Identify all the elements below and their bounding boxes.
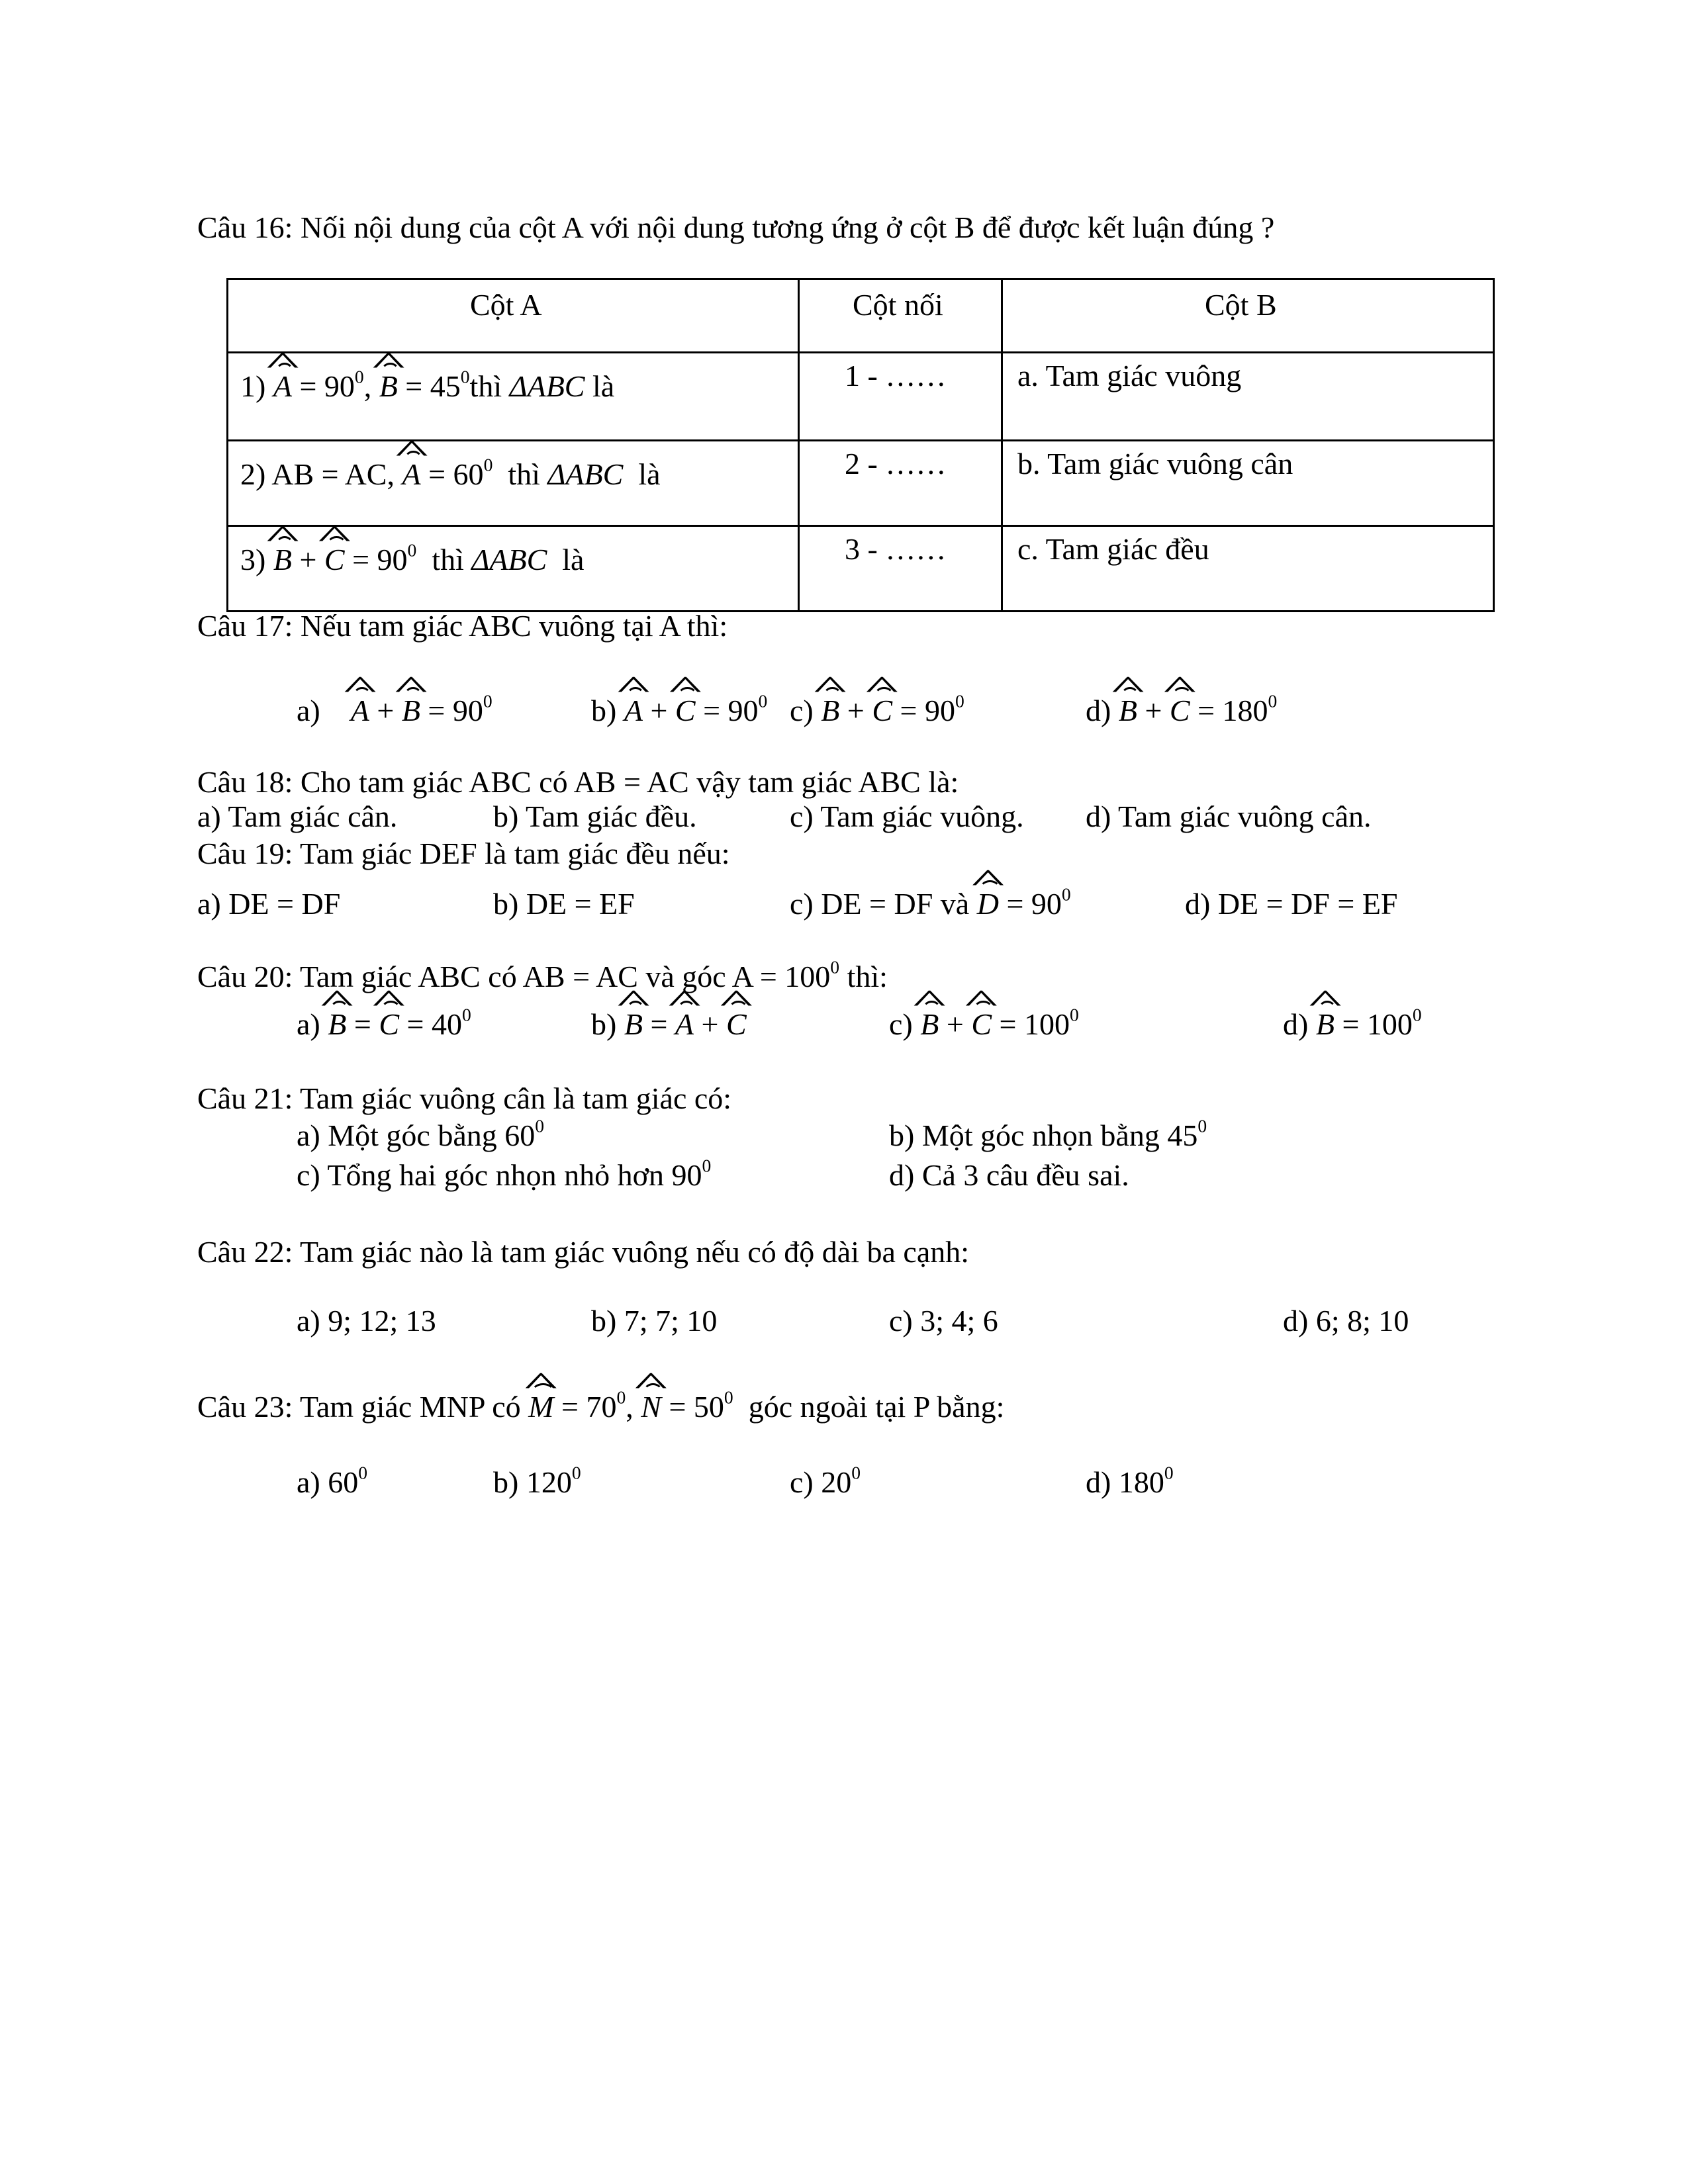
q19-option-c: c) DE = DF và D ^ = $90^0$ [790, 886, 1071, 922]
q20-option-a: a) B ^ = C ^ = $40^0$ [297, 1006, 471, 1042]
q22-title: Câu 22: Tam giác nào là tam giác vuông nếu có độ dài ba cạnh: [197, 1235, 970, 1269]
q17-option-b: b) A ^ + C ^ = $90^0$ [591, 692, 767, 729]
q19-title: Câu 19: Tam giác DEF là tam giác đều nếu: [197, 837, 730, 870]
q21-title: Câu 21: Tam giác vuông cân là tam giác có: [197, 1081, 732, 1115]
q19-option-a: a) DE = DF [197, 887, 341, 921]
matching-table [226, 278, 1495, 612]
q18-option-b: b) Tam giác đều. [493, 799, 697, 833]
row3-join: 3 - …… [845, 532, 947, 566]
q17-title: Câu 17: Nếu tam giác ABC vuông tại A thì: [197, 609, 728, 643]
q23-option-a: a) $60^0$ [297, 1462, 368, 1499]
header-col-a: Cột A [470, 288, 542, 322]
q22-option-a: a) 9; 12; 13 [297, 1304, 436, 1338]
q18-title: Câu 18: Cho tam giác ABC có AB = AC vậy tam giác ABC là: [197, 765, 959, 799]
q23-option-c: c) $20^0$ [790, 1462, 861, 1499]
q17-option-c: c) B ^ + C ^ = $90^0$ [790, 692, 964, 729]
table-row [228, 441, 1494, 526]
q19-option-d: d) DE = DF = EF [1185, 887, 1398, 921]
q21-option-d: d) Cả 3 câu đều sai. [889, 1158, 1129, 1192]
q20-option-d: d) B ^ = $100^0$ [1283, 1006, 1422, 1042]
q18-option-a: a) Tam giác cân. [197, 799, 398, 833]
q20-option-b: b) B ^ = A ^ + C ^ [591, 1006, 747, 1042]
q18-option-d: d) Tam giác vuông cân. [1086, 799, 1372, 833]
q18-option-c: c) Tam giác vuông. [790, 799, 1024, 833]
q20-option-c: c) B ^ + C ^ = $100^0$ [889, 1006, 1079, 1042]
row2-col-a: 2) AB = AC, A ^ = $60^0$ thì ΔABC là [240, 456, 661, 492]
q23-title: Câu 23: Tam giác MNP có M ^ = $70^0$, N ^ = $50^0$ góc ngoài tại P bằng: [197, 1388, 1004, 1425]
table-row [228, 526, 1494, 612]
header-col-join: Cột nối [853, 288, 943, 322]
header-col-b: Cột B [1205, 288, 1277, 322]
q17-option-a: a) A ^ + B ^ = $90^0$ [297, 692, 492, 729]
q20-title: Câu 20: Tam giác ABC có AB = AC và góc $A = 100^0$ thì: [197, 956, 888, 993]
row3-col-b: c. Tam giác đều [1017, 532, 1209, 566]
q16-title: Câu 16: Nối nội dung của cột A với nội dung tương ứng ở cột B để được kết luận đúng ? [197, 210, 1275, 244]
q17-option-d: d) B ^ + C ^ = $180^0$ [1086, 692, 1277, 729]
row3-col-a: 3) B ^ + C ^ = $90^0$ thì ΔABC là [240, 541, 584, 578]
q22-option-b: b) 7; 7; 10 [591, 1304, 718, 1338]
q21-option-a: a) Một góc bằng $60^0$ [297, 1115, 545, 1152]
row1-col-b: a. Tam giác vuông [1017, 359, 1242, 392]
table-row [228, 353, 1494, 441]
q23-option-d: d) $180^0$ [1086, 1462, 1174, 1499]
q19-option-b: b) DE = EF [493, 887, 635, 921]
q23-option-b: b) $120^0$ [493, 1462, 581, 1499]
row2-join: 2 - …… [845, 447, 947, 480]
q21-option-b: b) Một góc nhọn bằng $45^0$ [889, 1115, 1207, 1152]
q22-option-c: c) 3; 4; 6 [889, 1304, 998, 1338]
row1-col-a: 1) A ^ = $90^0$, B ^ = $45^0thì$ ΔABC là [240, 368, 614, 404]
row2-col-b: b. Tam giác vuông cân [1017, 447, 1293, 480]
q21-option-c: c) Tổng hai góc nhọn nhỏ hơn $90^0$ [297, 1155, 712, 1192]
q22-option-d: d) 6; 8; 10 [1283, 1304, 1409, 1338]
row1-join: 1 - …… [845, 359, 947, 392]
